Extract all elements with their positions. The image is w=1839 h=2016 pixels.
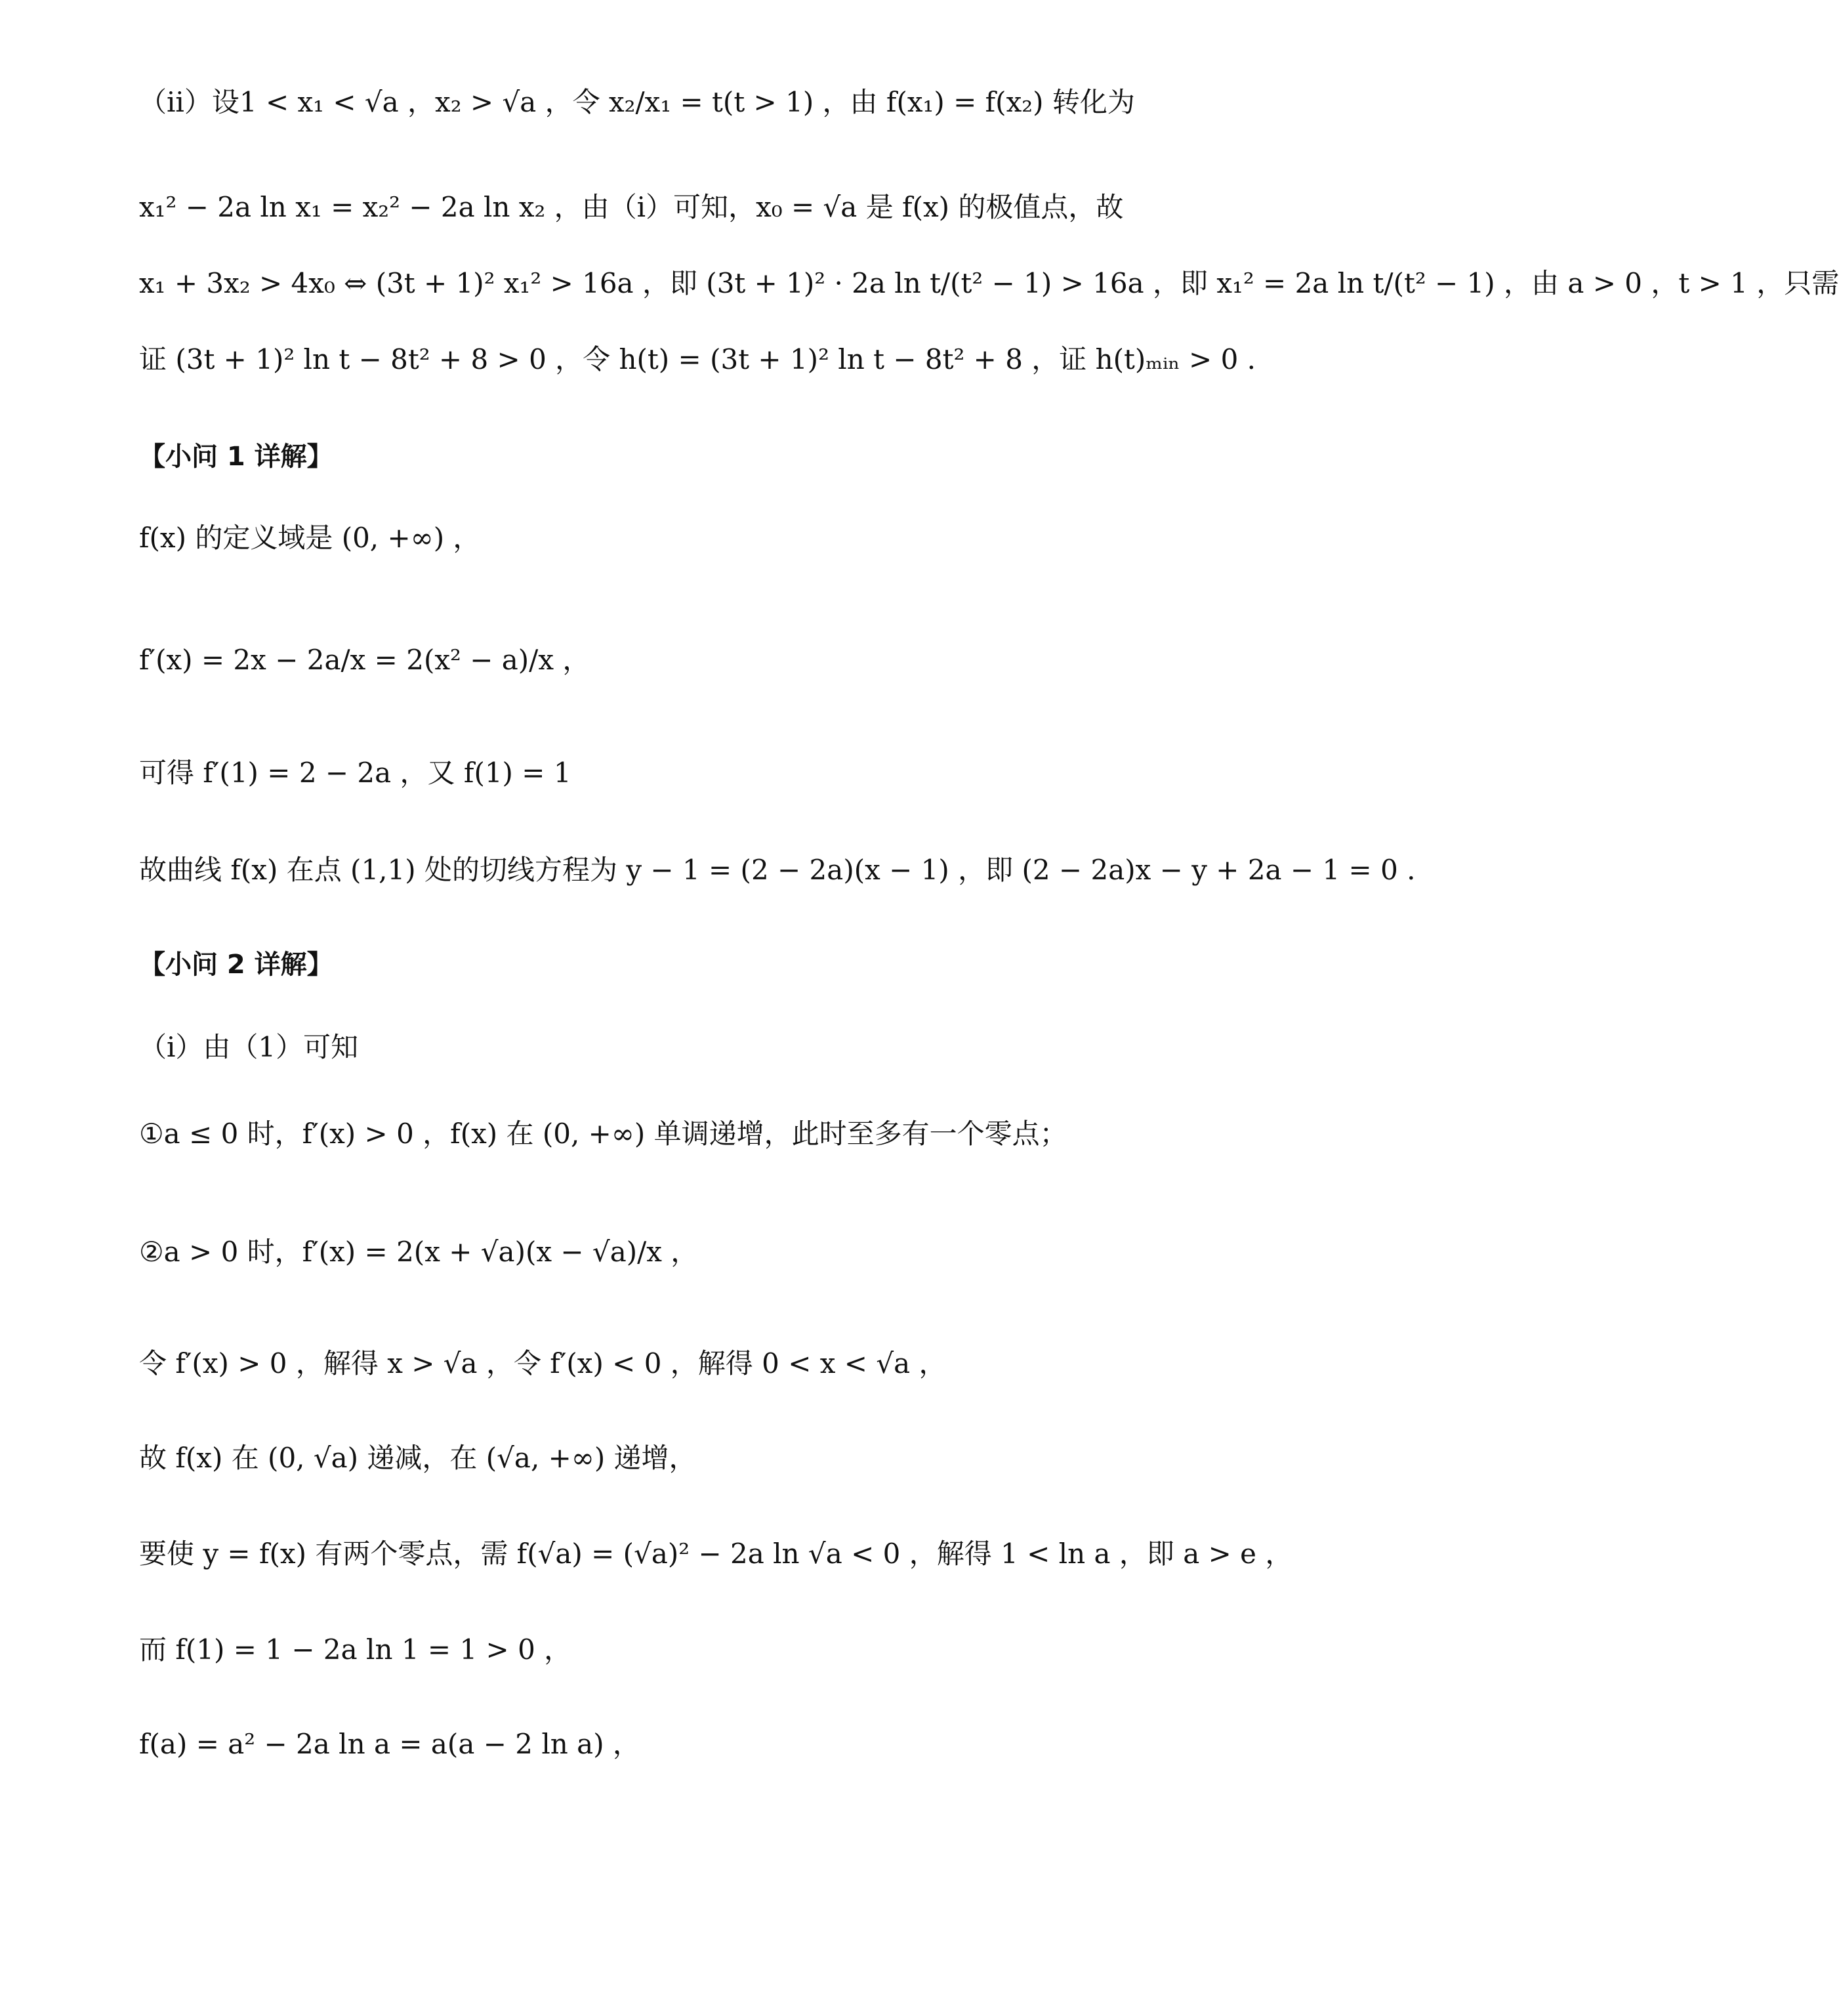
text-line-monotonic-intervals: 故 f(x) 在 (0, √a) 递减，在 (√a, +∞) 递增，	[139, 1442, 697, 1474]
text-line-equation-transform: x₁² − 2a ln x₁ = x₂² − 2a ln x₂ ，由（i）可知，x₀ = √a 是 f(x) 的极值点，故	[139, 191, 1124, 223]
text-line-f-of-a: f(a) = a² − 2a ln a = a(a − 2 ln a) ，	[139, 1728, 640, 1760]
text-line-h-function: 证 (3t + 1)² ln t − 8t² + 8 > 0 ，令 h(t) = (3t + 1)² ln t − 8t² + 8 ，证 h(t)ₘᵢₙ > 0 .	[139, 343, 1256, 375]
text-line-derivative-at-1: 可得 f′(1) = 2 − 2a ，又 f(1) = 1	[139, 757, 571, 789]
text-line-i-from-1: （i）由（1）可知	[139, 1031, 359, 1063]
text-line-domain: f(x) 的定义域是 (0, +∞) ，	[139, 522, 481, 554]
text-line-two-zeros-condition: 要使 y = f(x) 有两个零点，需 f(√a) = (√a)² − 2a ln √a < 0 ，解得 1 < ln a ，即 a > e ，	[139, 1538, 1293, 1570]
text-line-case-a-le-0: ①a ≤ 0 时，f′(x) > 0 ，f(x) 在 (0, +∞) 单调递增，此时至多有一个零点；	[139, 1118, 1067, 1150]
text-line-monotonic-solve: 令 f′(x) > 0 ，解得 x > √a ，令 f′(x) < 0 ，解得 0 < x < √a ，	[139, 1347, 947, 1379]
section-heading-part-1: 【小问 1 详解】	[139, 442, 333, 472]
text-line-tangent-equation: 故曲线 f(x) 在点 (1,1) 处的切线方程为 y − 1 = (2 − 2a)(x − 1) ，即 (2 − 2a)x − y + 2a − 1 = 0 .	[139, 854, 1416, 886]
text-line-case-a-gt-0: ②a > 0 时，f′(x) = 2(x + √a)(x − √a)/x ，	[139, 1236, 699, 1268]
text-line-inequality-equivalence: x₁ + 3x₂ > 4x₀ ⇔ (3t + 1)² x₁² > 16a ，即 (3t + 1)² · 2a ln t/(t² − 1) > 16a ，即 x₁² = 2a ln t/(t² − 1) ，由 a > 0 ，t > 1 ，只需	[139, 267, 1839, 299]
section-heading-part-2: 【小问 2 详解】	[139, 950, 333, 980]
text-line-f-of-1: 而 f(1) = 1 − 2a ln 1 = 1 > 0 ，	[139, 1633, 572, 1666]
text-line-derivative: f′(x) = 2x − 2a/x = 2(x² − a)/x ，	[139, 644, 590, 676]
text-line-ii-setup: （ii）设1 < x₁ < √a ，x₂ > √a ，令 x₂/x₁ = t(t > 1) ，由 f(x₁) = f(x₂) 转化为	[139, 86, 1135, 118]
